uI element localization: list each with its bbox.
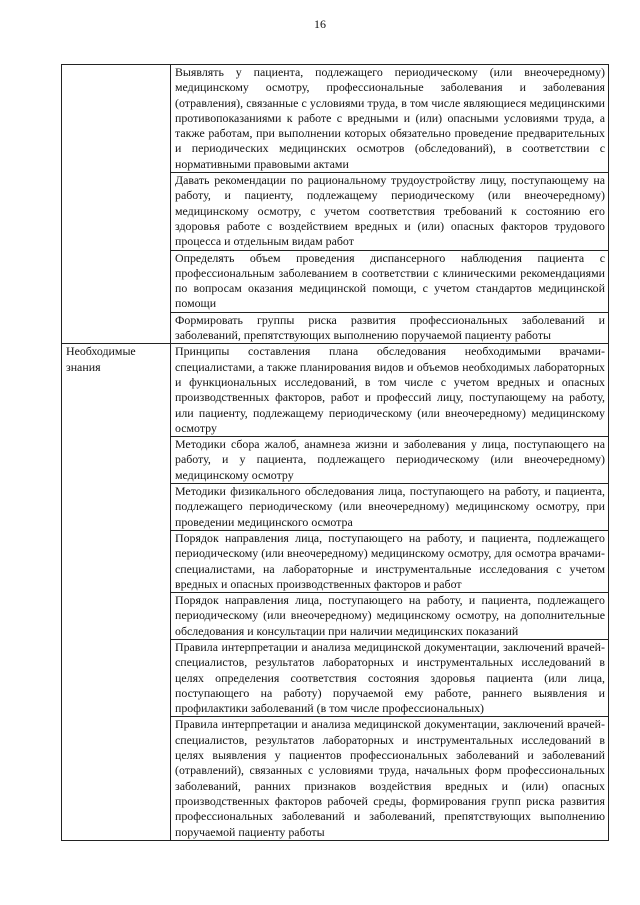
requirement-text: Выявлять у пациента, подлежащего периодическому (или внеочередному) медицинскому осмотру, профессиональные заболевания и заболевания (отравления), связанные с условиями труда, в том числе являющиеся медицинскими противопоказаниями к работе с вредными и (или) опасными условиями труда, а также работам, при выполнении которых обязательно проведение предварительных и периодических медицинских осмотров (обследований), в соответствии с нормативными правовыми актами — [171, 65, 609, 173]
table-row — [62, 65, 609, 173]
requirement-text: Методики сбора жалоб, анамнеза жизни и заболевания у лица, поступающего на работу, и у пациента, подлежащего периодическому (или внеочередному) медицинскому осмотру — [171, 437, 609, 484]
requirement-text: Давать рекомендации по рациональному трудоустройству лицу, поступающему на работу, и пациенту, подлежащему периодическому (или внеочередному) медицинскому осмотру, с учетом соответствия требований к состоянию его здоровья работе с воздействием вредных и (или) опасных факторов трудового процесса и отдельным видам работ — [171, 173, 609, 250]
section-label — [62, 65, 171, 344]
requirement-text: Правила интерпретации и анализа медицинской документации, заключений врачей-специалистов, результатов лабораторных и инструментальных исследований в целях выявления у пациентов профессиональных заболеваний и заболеваний (отравлений), связанных с условиями труда, начальных форм профессиональных заболеваний, ранних признаков воздействия вредных и (или) опасных производственных факторов рабочей среды, формирования групп риска развития профессиональных заболеваний и заболеваний, препятствующих выполнению поручаемой пациенту работы — [171, 717, 609, 840]
requirement-text: Принципы составления плана обследования необходимыми врачами-специалистами, а также планирования видов и объемов необходимых лабораторных и функциональных исследований, в том числе с учетом вредных и опасных производственных факторов, работ и профессий лицу, поступающему на работу, или пациенту, подлежащему периодическому (или внеочередному) медицинскому осмотру — [171, 344, 609, 437]
section-label-knowledge: Необходимые знания — [62, 344, 171, 841]
page-number: 16 — [314, 17, 326, 31]
competency-table — [61, 64, 609, 841]
requirement-text: Порядок направления лица, поступающего на работу, и пациента, подлежащего периодическому (или внеочередному) медицинскому осмотру, для осмотра врачами-специалистами, на лабораторные и инструментальные исследования с учетом вредных и опасных производственных факторов и работ — [171, 530, 609, 592]
table-row — [62, 344, 609, 437]
requirement-text: Формировать группы риска развития профессиональных заболеваний и заболеваний, препятствующих выполнению поручаемой пациенту работы — [171, 312, 609, 344]
requirement-text: Методики физикального обследования лица, поступающего на работу, и пациента, подлежащего периодическому (или внеочередному) медицинскому осмотру, при проведении медицинского осмотра — [171, 484, 609, 531]
requirement-text: Определять объем проведения диспансерного наблюдения пациента с профессиональным заболеванием в соответствии с клиническими рекомендациями по вопросам оказания медицинской помощи, с учетом стандартов медицинской помощи — [171, 250, 609, 312]
requirement-text: Порядок направления лица, поступающего на работу, и пациента, подлежащего периодическому (или внеочередному) медицинскому осмотру, на дополнительные обследования и консультации при наличии медицинских показаний — [171, 593, 609, 640]
requirement-text: Правила интерпретации и анализа медицинской документации, заключений врачей-специалистов, результатов лабораторных и инструментальных исследований в целях определения соответствия состояния здоровья пациента (или лица, поступающего на работу) поручаемой ему работе, раннего выявления и профилактики заболеваний (в том числе профессиональных) — [171, 639, 609, 716]
